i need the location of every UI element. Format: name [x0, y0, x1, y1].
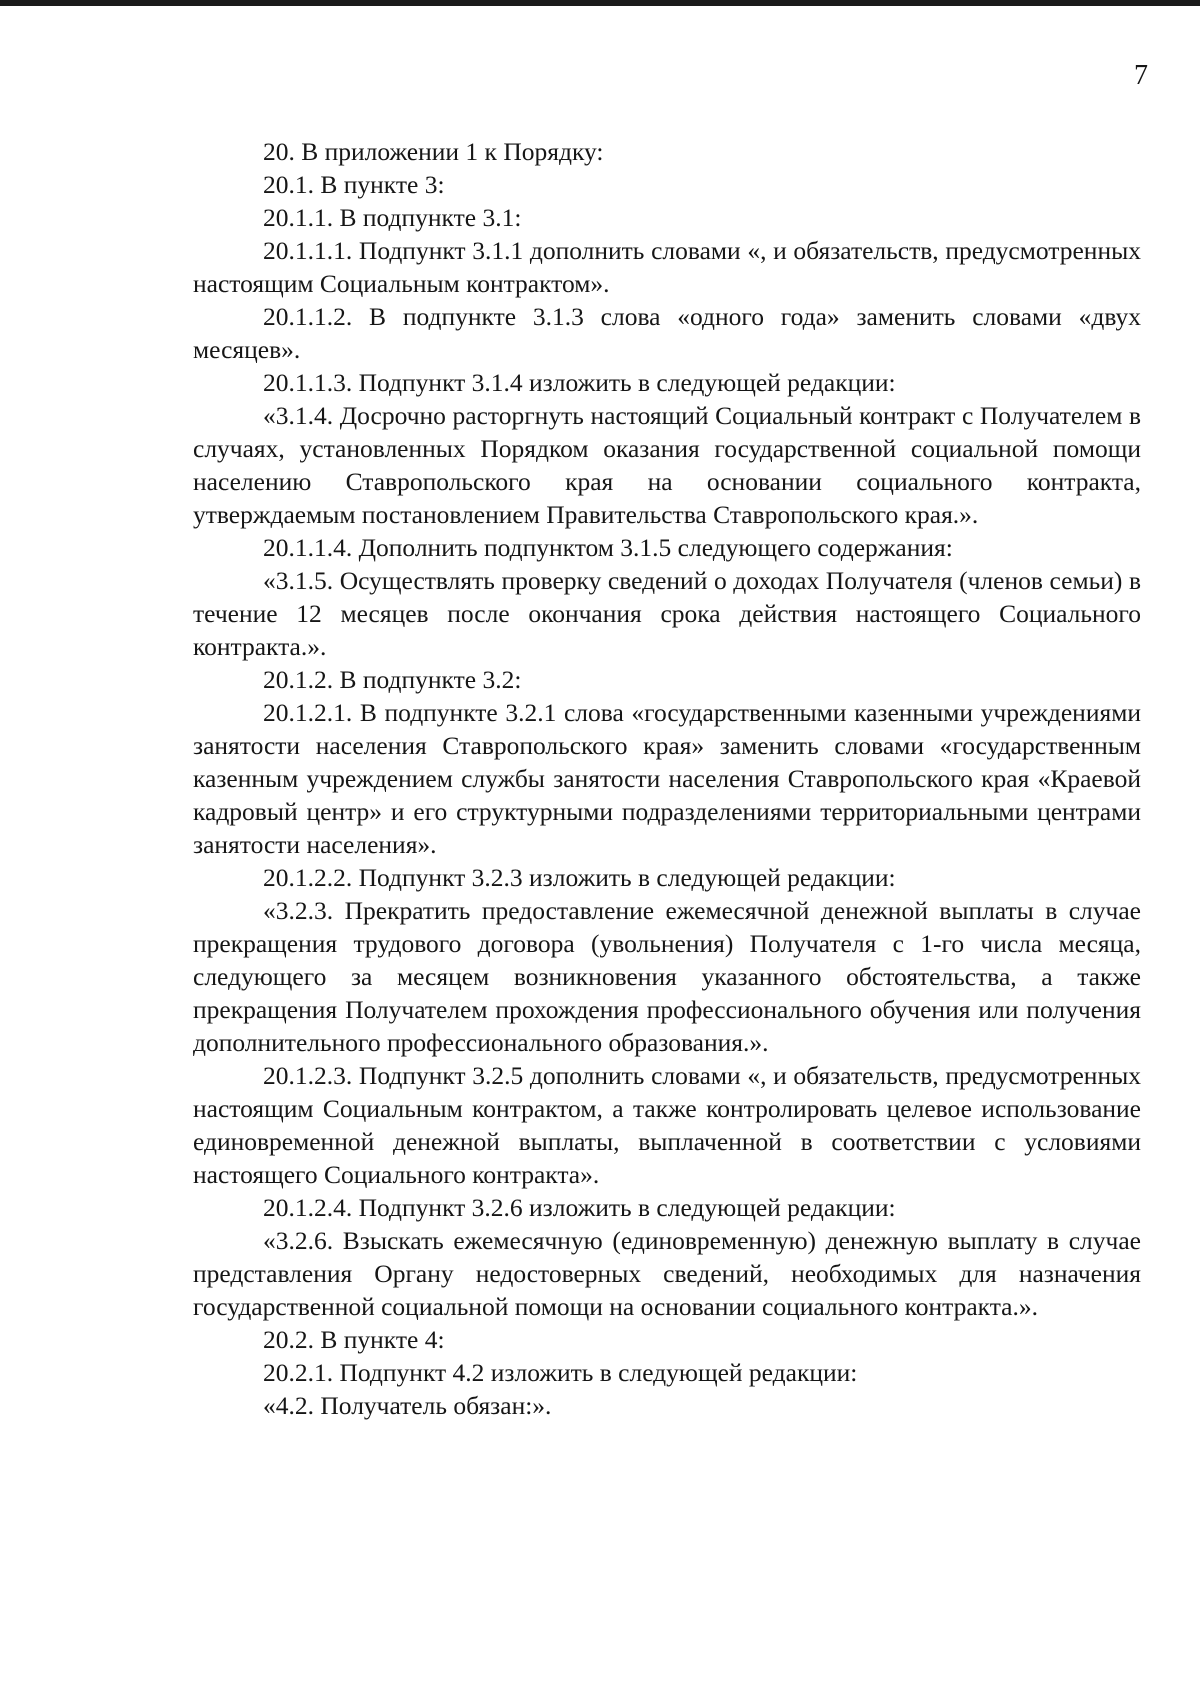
quote-3-1-5: «3.1.5. Осуществлять проверку сведений о доходах Получателя (членов семьи) в течение 12 месяцев после окончания срока действия настоящего Социального контракта.».	[193, 566, 1141, 661]
page-number: 7	[1134, 60, 1148, 91]
document-body	[193, 135, 1141, 1422]
quote-3-1-4: «3.1.4. Досрочно расторгнуть настоящий Социальный контракт с Получателем в случаях, установленных Порядком оказания государственной социальной помощи населению Ставропольского края на основании социального контракта, утверждаемым постановлением Правительства Ставропольского края.».	[193, 401, 1141, 529]
paragraph-20-1-2-1: 20.1.2.1. В подпункте 3.2.1 слова «государственными казенными учреждениями занятости населения Ставропольского края» заменить словами «государственным казенным учреждением службы занятости населения Ставропольского края «Краевой кадровый центр» и его структурными подразделениями территориальными центрами занятости населения».	[193, 698, 1141, 859]
paragraph-20: 20. В приложении 1 к Порядку:	[263, 137, 604, 166]
paragraph-20-1-2-3: 20.1.2.3. Подпункт 3.2.5 дополнить словами «, и обязательств, предусмотренных настоящим Социальным контрактом, а также контролировать целевое использование единовременной денежной выплаты, выплаченной в соответствии с условиями настоящего Социального контракта».	[193, 1061, 1141, 1189]
paragraph-20-1-2: 20.1.2. В подпункте 3.2:	[263, 665, 522, 694]
paragraph-20-1-1-3: 20.1.1.3. Подпункт 3.1.4 изложить в следующей редакции:	[263, 368, 896, 397]
paragraph-20-2: 20.2. В пункте 4:	[263, 1325, 445, 1354]
paragraph-20-2-1: 20.2.1. Подпункт 4.2 изложить в следующей редакции:	[263, 1358, 858, 1387]
paragraph-20-1: 20.1. В пункте 3:	[263, 170, 445, 199]
quote-3-2-3: «3.2.3. Прекратить предоставление ежемесячной денежной выплаты в случае прекращения трудового договора (увольнения) Получателя с 1-го числа месяца, следующего за месяцем возникновения указанного обстоятельства, а также прекращения Получателем прохождения профессионального обучения или получения дополнительного профессионального образования.».	[193, 896, 1141, 1057]
paragraph-20-1-2-2: 20.1.2.2. Подпункт 3.2.3 изложить в следующей редакции:	[263, 863, 896, 892]
paragraph-20-1-1-1: 20.1.1.1. Подпункт 3.1.1 дополнить словами «, и обязательств, предусмотренных настоящим Социальным контрактом».	[193, 236, 1141, 298]
quote-3-2-6: «3.2.6. Взыскать ежемесячную (единовременную) денежную выплату в случае представления Органу недостоверных сведений, необходимых для назначения государственной социальной помощи на основании социального контракта.».	[193, 1226, 1141, 1321]
paragraph-20-1-1-4: 20.1.1.4. Дополнить подпунктом 3.1.5 следующего содержания:	[263, 533, 953, 562]
paragraph-20-1-1-2: 20.1.1.2. В подпункте 3.1.3 слова «одного года» заменить словами «двух месяцев».	[193, 302, 1141, 364]
quote-4-2: «4.2. Получатель обязан:».	[263, 1391, 552, 1420]
paragraph-20-1-2-4: 20.1.2.4. Подпункт 3.2.6 изложить в следующей редакции:	[263, 1193, 896, 1222]
page-top-edge	[0, 0, 1200, 6]
paragraph-20-1-1: 20.1.1. В подпункте 3.1:	[263, 203, 522, 232]
